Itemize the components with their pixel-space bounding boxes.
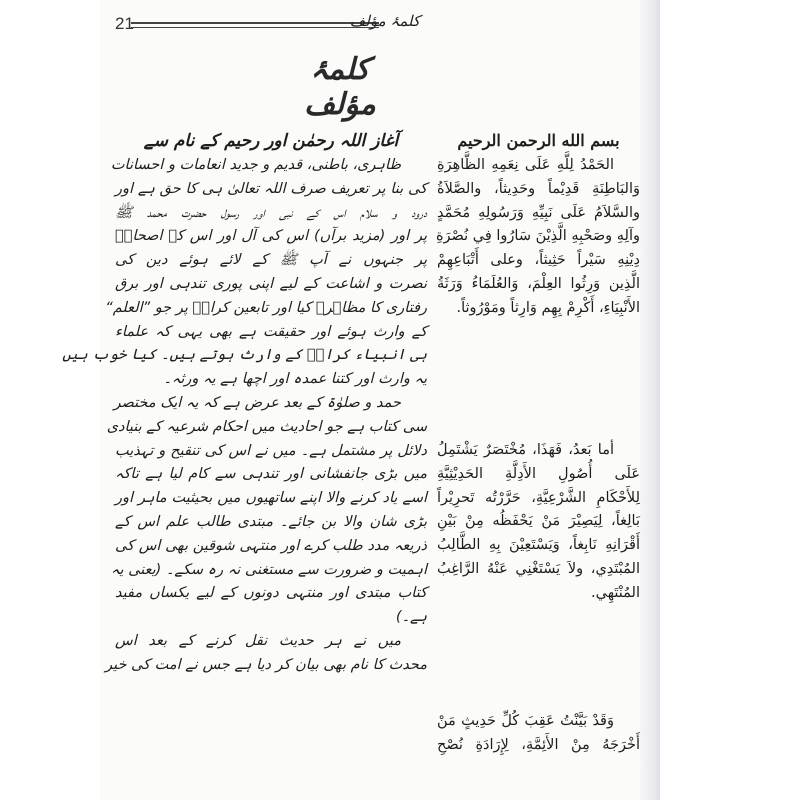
arabic-paragraph-3: [437, 710, 640, 758]
text-line: کے وارث ہوئے اور حقیقت ہے بھی یہی کہ علماء: [115, 323, 427, 340]
arabic-paragraph-2: [437, 439, 640, 606]
text-line: المُبْتَدِي، ولاَ يَسْتَغْنِي عَنْهُ الرَّاغِبُ: [437, 560, 640, 577]
text-line: یہ وارث اور کتنا عمدہ اور اچھا ہے یہ ورثہ۔: [163, 371, 427, 388]
text-line: دلائل پر مشتمل ہے۔ میں نے اس کی تنقیح و تہذیب: [115, 442, 427, 459]
arabic-paragraph-1: [437, 154, 640, 321]
urdu-column: [62, 128, 427, 678]
arabic-heading: بسم الله الرحمن الرحيم: [457, 131, 620, 150]
chapter-title: کلمۂ مؤلف: [304, 52, 376, 122]
running-header: [115, 12, 420, 38]
urdu-paragraph-2: [106, 392, 427, 630]
arabic-column: [435, 128, 640, 753]
text-line: ظاہری، باطنی، قدیم و جدید انعامات و احسانات: [110, 157, 401, 173]
text-line: میں نے ہر حدیث نقل کرنے کے بعد اس: [115, 632, 401, 649]
text-line: رفتاری کا مظاہرہ کیا اور تابعین کرامؒ پر جو ”العلم“: [105, 299, 427, 316]
text-line: درود و سلام اس کے نبی اور رسول حضرت محمد ﷺ: [115, 204, 427, 221]
text-line: کتاب مبتدی اور منتہی دونوں کے لیے یکساں مفید: [115, 585, 427, 602]
text-line: اہمیت و ضرورت سے مستغنی نہ رہ سکے۔ (یعنی یہ: [110, 561, 427, 578]
text-line: أما بَعدُ، فَهَذَا، مُخْتَصَرٌ يَشْتَمِلُ: [437, 442, 614, 458]
header-rule-top: [131, 22, 379, 24]
text-line: پر اور (مزید برآں) اس کی آل اور اس کے اصحابؓ: [115, 228, 427, 245]
text-line: عَلَى أُصُولِ الأَدِلَّةِ الحَدِيْثِيَّةِ: [437, 465, 640, 482]
text-line: وَقَدْ بَيَّنْتُ عَقِبَ كُلِّ حَدِيثٍ مَنْ: [437, 713, 614, 729]
urdu-heading: آغاز اللہ رحمٰن اور رحیم کے نام سے: [143, 131, 399, 151]
text-line: الأَنْبِيَاءِ، أَكْرِمْ بِهِم وَارِثاً ومَوْرُوثاً.: [456, 299, 640, 316]
text-line: أَخْرَجَهُ مِنْ الأَئِمَّةِ، لِإِرَادَةِ نُصْحِ: [437, 736, 640, 753]
page-edge-shadow: [640, 0, 660, 800]
text-line: وآلِهِ وصَحْبِهِ الَّذِيْنَ سَارُوا فِي نُصْرَةِ: [435, 228, 640, 245]
text-line: ہی انبیاء کرامؑ کے وارث ہوتے ہیں۔ کیا خوب ہیں: [62, 347, 427, 364]
text-line: اسے یاد کرنے والا اپنے ساتھیوں میں بحیثیت ماہر اور: [115, 490, 427, 507]
text-line: حمد و صلوٰۃ کے بعد عرض ہے کہ یہ ایک مختصر: [113, 394, 401, 411]
text-line: سی کتاب ہے جو احادیث میں احکام شرعیہ کے بنیادی: [106, 418, 427, 435]
urdu-paragraph-1: [62, 154, 427, 392]
page-number: 21: [115, 14, 134, 33]
text-line: ہے۔): [395, 609, 427, 626]
text-line: کی بنا پر تعریف صرف اللہ تعالیٰ ہی کا حق ہے اور: [115, 180, 427, 197]
text-line: نصرت و اشاعت کے لیے اپنی پوری تندہی اور برق: [115, 275, 427, 292]
text-line: محدث کا نام بھی بیان کر دیا ہے جس نے امت کی خیر: [105, 656, 427, 673]
urdu-paragraph-3: [105, 630, 427, 678]
text-line: المُنْتَهِي.: [591, 584, 640, 601]
text-line: وَالبَاطِنَةِ قَدِيْماً وحَدِيثاً، والصَّلاَةُ: [437, 180, 640, 197]
text-line: أَقْرَانِهِ نَابِغاً، وَيَسْتَعِيْنَ بِهِ الطَّالِبُ: [437, 537, 640, 554]
header-rule-bottom: [131, 27, 379, 28]
text-line: پر جنہوں نے آپ ﷺ کے لائے ہوئے دین کی: [115, 252, 427, 269]
running-header-title: کلمۂ مؤلف: [349, 12, 420, 30]
text-line: والسَّلاَمُ عَلَى نَبِيِّهِ وَرَسُولِهِ مُحَمَّدٍ: [437, 204, 640, 221]
text-line: الَّذِين وَرِثُوا العِلْمَ، وَالعُلَمَاءُ وَرَثَةُ: [437, 275, 640, 292]
text-line: بَالِغاً، لِيَصِيْرَ مَنْ يَحْفَظُه مِنْ بَيْنِ: [437, 513, 640, 530]
text-line: الحَمْدُ لِلَّهِ عَلَى نِعَمِهِ الظَّاهِرَةِ: [437, 157, 614, 173]
text-line: دِيْنِهِ سَيْراً حَثِيثاً، وعلى أَتْبَاعِهِمْ: [437, 252, 640, 269]
text-line: بڑی شان والا بن جائے۔ مبتدی طالب علم اس کے: [115, 513, 427, 530]
text-line: ذریعہ مدد طلب کرے اور منتہی شوقین بھی اس کی: [115, 537, 427, 554]
text-line: لِلأَحْكَامِ الشَّرْعِيَّةِ، حَرَّرْتُه تَحرِيْراً: [437, 489, 640, 506]
text-line: میں بڑی جانفشانی اور تندہی سے کام لیا ہے تاکہ: [115, 466, 427, 483]
